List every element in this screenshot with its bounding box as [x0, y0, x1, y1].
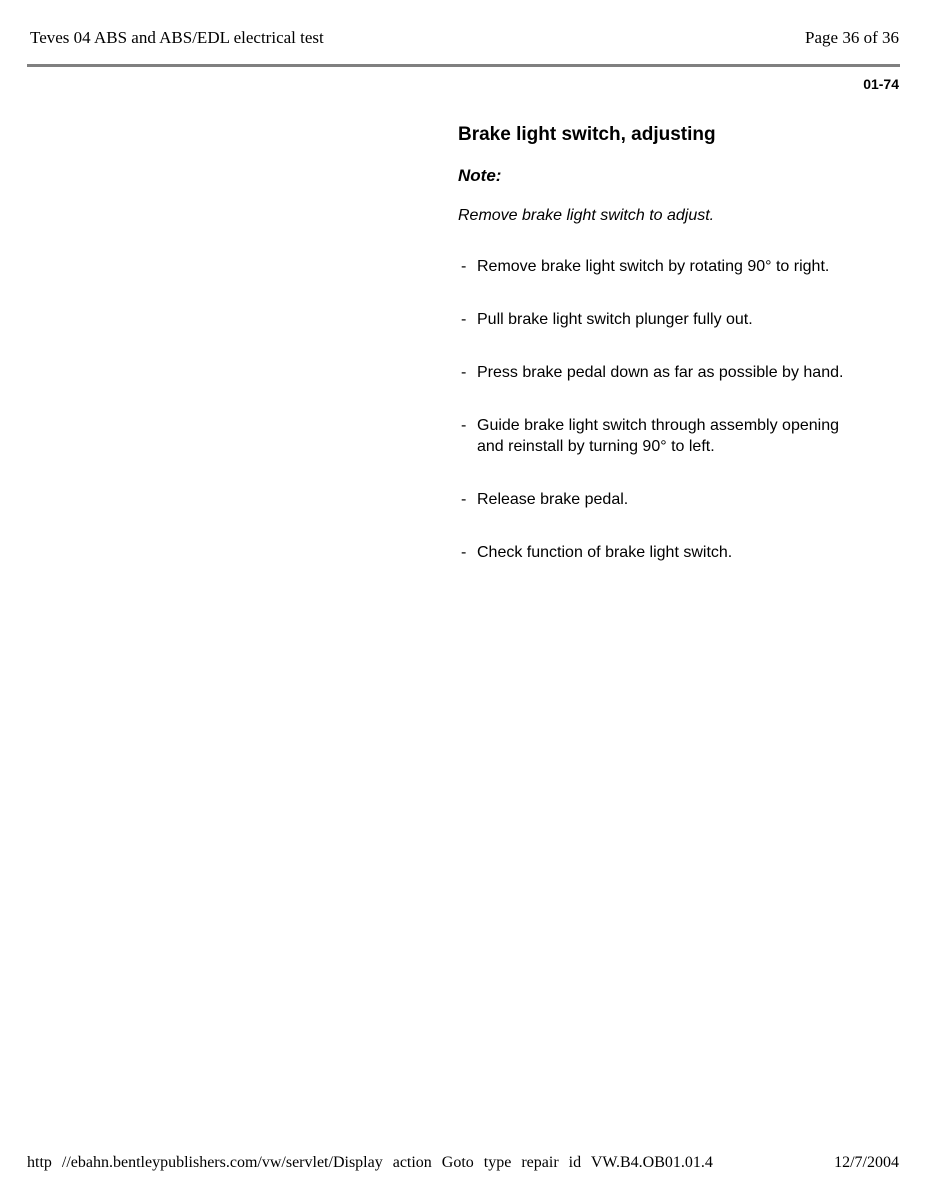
- document-title: Teves 04 ABS and ABS/EDL electrical test: [30, 28, 324, 47]
- step-dash: -: [461, 311, 467, 328]
- procedure-content: [458, 122, 858, 595]
- procedure-step: [458, 542, 858, 563]
- print-date: 12/7/2004: [834, 1154, 899, 1171]
- step-text: Remove brake light switch by rotating 90° to right.: [477, 258, 830, 275]
- procedure-step: [458, 256, 858, 277]
- procedure-step: [458, 362, 858, 383]
- step-dash: -: [461, 258, 467, 275]
- step-text: Guide brake light switch through assembly opening and reinstall by turning 90° to left.: [477, 417, 839, 455]
- step-text: Pull brake light switch plunger fully out.: [477, 311, 753, 328]
- step-text: Release brake pedal.: [477, 491, 629, 508]
- source-url: http //ebahn.bentleypublishers.com/vw/servlet/Display action Goto type repair id VW.B4.OB01.01.4: [27, 1154, 713, 1171]
- procedure-step: [458, 415, 858, 457]
- step-dash: -: [461, 544, 467, 561]
- step-text: Check function of brake light switch.: [477, 544, 733, 561]
- note-label: Note:: [458, 166, 502, 185]
- procedure-steps: [458, 256, 858, 563]
- header-divider: [27, 64, 900, 67]
- note-text: Remove brake light switch to adjust.: [458, 207, 715, 224]
- step-dash: -: [461, 364, 467, 381]
- section-code: 01-74: [863, 76, 899, 92]
- step-dash: -: [461, 417, 467, 434]
- procedure-step: [458, 309, 858, 330]
- procedure-heading: Brake light switch, adjusting: [458, 124, 716, 145]
- procedure-step: [458, 489, 858, 510]
- step-dash: -: [461, 491, 467, 508]
- step-text: Press brake pedal down as far as possible by hand.: [477, 364, 844, 381]
- page-count: Page 36 of 36: [805, 28, 899, 47]
